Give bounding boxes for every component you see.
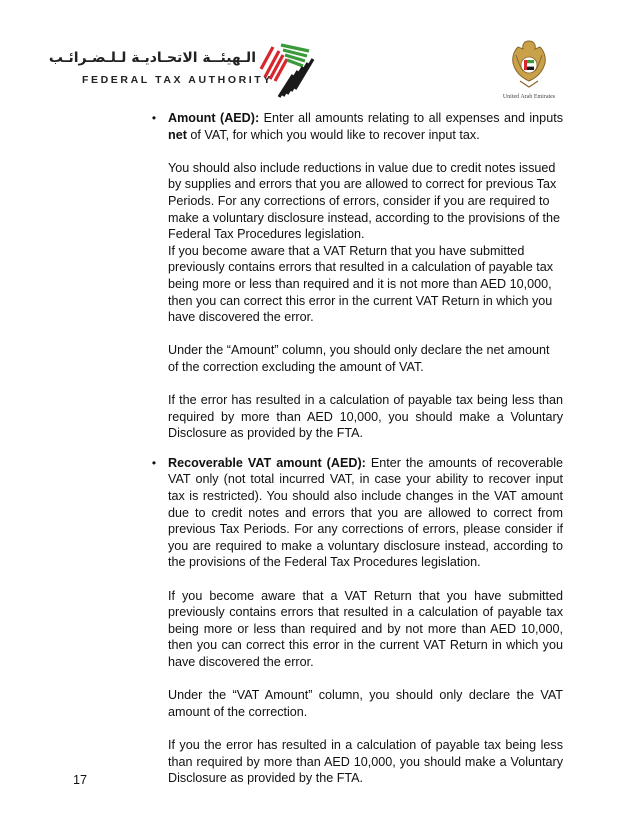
amount-intro	[168, 110, 563, 143]
amount-label: Amount (AED):	[168, 111, 260, 125]
emblem-caption: United Arab Emirates	[502, 94, 556, 100]
recoverable-intro-text: Enter the amounts of recoverable VAT only (not total incurred VAT, in case your ability to recover input tax is restricted). You should also include changes in the VAT amount due to credit notes and errors that you are allowed to correct from previous Tax Periods. For any corrections of errors, please consider if you are required to make a voluntary disclosure instead, according to the provisions of the Federal Tax Procedures legislation.	[168, 455, 564, 570]
recoverable-label: Recoverable VAT amount (AED):	[168, 455, 366, 470]
bullet-icon: •	[151, 111, 157, 125]
amount-paragraph-4: If the error has resulted in a calculation of payable tax being less than required by more than AED 10,000, you should make a Voluntary Disclosure as provided by the FTA.	[168, 393, 563, 441]
uae-emblem-icon	[508, 37, 550, 89]
page-number: 17	[73, 773, 88, 787]
amount-paragraph-3: Under the “Amount” column, you should only declare the net amount of the correction excluding the amount of VAT.	[168, 343, 550, 374]
recoverable-paragraph-3: If you the error has resulted in a calculation of payable tax being less than required by more than AED 10,000, you should make a Voluntary Disclosure as provided by the FTA.	[168, 737, 563, 786]
document-body	[151, 110, 564, 787]
amount-paragraph-2: If you become aware that a VAT Return that you have submitted previously contains errors that resulted in a calculation of payable tax being more or less than required and it is not more than AED 10,000, then you can correct this error in the current VAT Return in which you have discovered the error.	[168, 243, 554, 325]
amount-paragraph-1: You should also include reductions in value due to credit notes issued by supplies and errors that you are allowed to correct for previous Tax Periods. For any corrections of errors, consider if you are required to make a voluntary disclosure instead, according to the provisions of the Federal Tax Procedures legislation.	[168, 160, 561, 242]
list-item-recoverable-vat	[151, 455, 564, 787]
recoverable-paragraph-1: If you become aware that a VAT Return that you have submitted previously contains errors that resulted in a calculation of payable tax being more or less than required and by not more than AED 10,000, then you can correct this error in the current VAT Return in which you have discovered the error.	[168, 588, 563, 669]
fta-logo-icon	[257, 39, 319, 101]
recoverable-intro	[168, 455, 563, 571]
org-name-arabic: الـهيئــة الاتحـاديـة لـلـضـرائـب	[48, 50, 256, 66]
bullet-icon: •	[151, 455, 157, 470]
page-header	[0, 0, 638, 110]
amount-intro-text-a: Enter all amounts relating to all expenses and inputs	[263, 111, 563, 125]
recoverable-paragraph-2: Under the “VAT Amount” column, you should only declare the VAT amount of the correction.	[168, 688, 563, 719]
amount-intro-text-b: of VAT, for which you would like to recover input tax.	[190, 127, 480, 142]
amount-intro-net: net	[168, 127, 187, 142]
list-item-amount	[151, 110, 563, 442]
org-name-english: FEDERAL TAX AUTHORITY	[82, 74, 273, 86]
